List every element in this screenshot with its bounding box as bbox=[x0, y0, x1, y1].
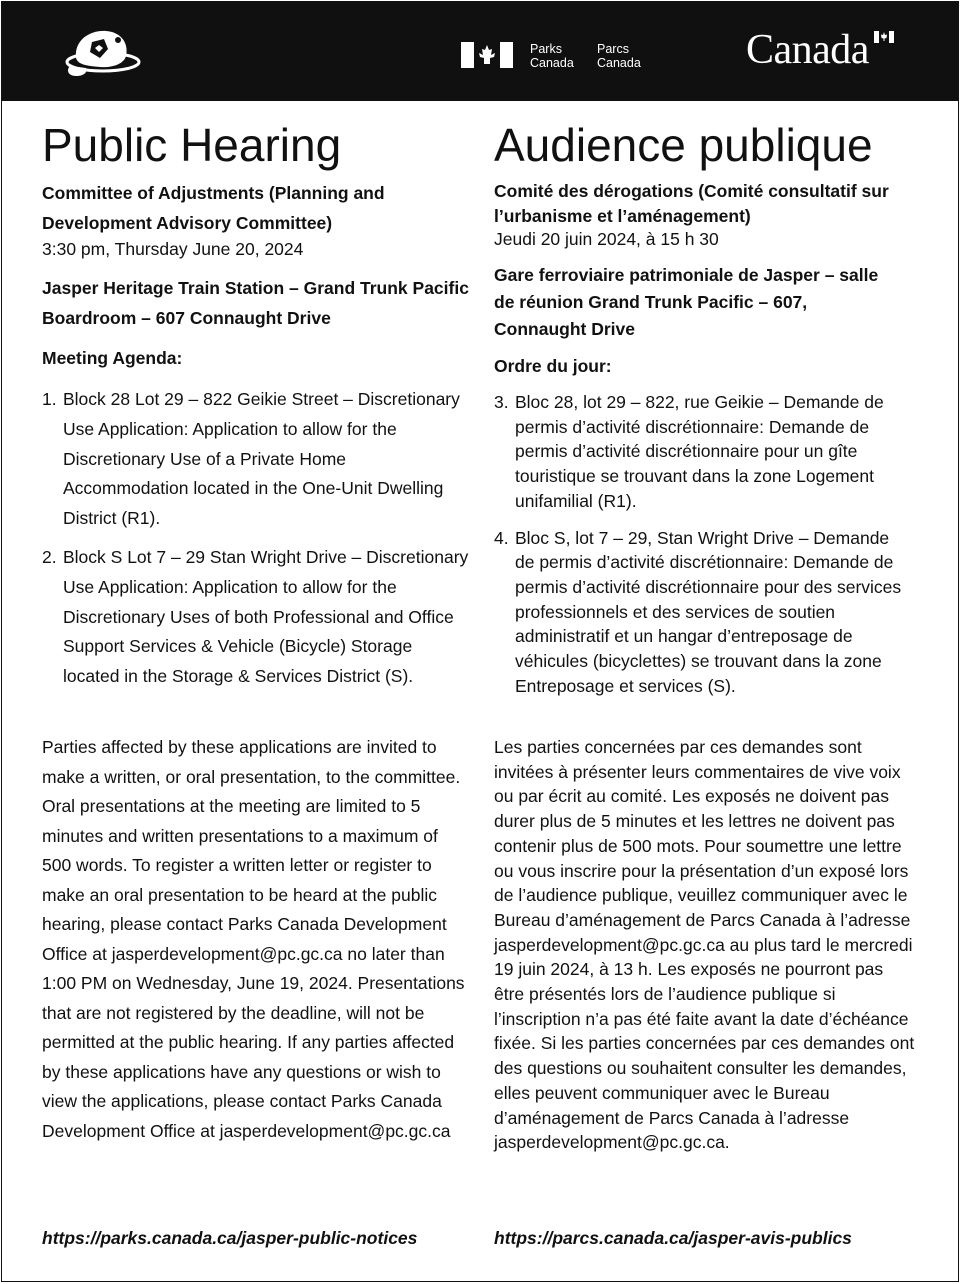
agenda-item-text: Bloc 28, lot 29 – 822, rue Geikie – Demande de permis d’activité discrétionnaire: Demande de permis d’activité discrétionnaire pour un gîte touristique se trouvant dans la zone Logement unifamilial (R1). bbox=[515, 392, 884, 511]
agenda-item bbox=[42, 543, 472, 692]
french-location: Gare ferroviaire patrimoniale de Jasper – salle de réunion Grand Trunk Pacific – 607, Connaught Drive bbox=[494, 265, 879, 339]
french-title: Audience publique bbox=[494, 119, 873, 171]
english-agenda-list bbox=[42, 385, 472, 692]
english-body-text: Parties affected by these applications are invited to make a written, or oral presentation, to the committee. Oral presentations at the meeting are limited to 5 minutes and written presentations to a maximum of 500 words. To register a written letter or register to make an oral presentation to be heard at the public hearing, please contact Parks Canada Development Office at jasperdevelopment@pc.gc.ca no later than 1:00 PM on Wednesday, June 19, 2024. Presentations that are not registered by the deadline, will not be permitted at the public hearing. If any parties affected by these applications have any questions or wish to view the applications, please contact Parks Canada Development Office at jasperdevelopment@pc.gc.ca bbox=[42, 737, 465, 1141]
agenda-item bbox=[494, 390, 920, 514]
notice-page bbox=[1, 1, 959, 1282]
parks-en-line2: Canada bbox=[530, 56, 574, 70]
english-agenda-heading: Meeting Agenda: bbox=[42, 348, 183, 368]
agenda-item-text: Block S Lot 7 – 29 Stan Wright Drive – Discretionary Use Application: Application to allow for the Discretionary Uses of both Professional and Office Support Services & Vehicle (Bicycle) Storage located in the Storage & Services District (S). bbox=[63, 546, 469, 687]
agenda-item-number: 3. bbox=[494, 392, 509, 412]
french-agenda-heading: Ordre du jour: bbox=[494, 356, 612, 376]
header-bar bbox=[2, 2, 958, 101]
french-notices-link[interactable]: https://parcs.canada.ca/jasper-avis-publics bbox=[494, 1228, 852, 1248]
agenda-item bbox=[42, 385, 472, 534]
english-notices-link[interactable]: https://parks.canada.ca/jasper-public-notices bbox=[42, 1228, 418, 1248]
french-body-text: Les parties concernées par ces demandes sont invitées à présenter leurs commentaires de vive voix ou par écrit au comité. Les exposés ne doivent pas durer plus de 5 minutes et les lettres ne doivent pas contenir plus de 500 mots. Pour soumettre une lettre ou vous inscrire pour la présentation d’un exposé lors de l’audience publique, veuillez communiquer avec le Bureau d’aménagement de Parcs Canada à l’adresse jasperdevelopment@pc.gc.ca au plus tard le mercredi 19 juin 2024, à 13 h. Les exposés ne pourront pas être présentés lors de l’audience publique si l’inscription n’a pas été faite avant la date d’échéance fixée. Si les parties concernées par ces demandes ont des questions ou souhaitent consulter les demandes, elles peuvent communiquer avec le Bureau d’aménagement de Parcs Canada à l’adresse jasperdevelopment@pc.gc.ca. bbox=[494, 737, 915, 1153]
agenda-item-text: Bloc S, lot 7 – 29, Stan Wright Drive – Demande de permis d’activité discrétionnaire: Demande de permis d’activité discrétionnaire pour des services professionnels et des services de soutien administratif et un hangar d’entreposage de véhicules (bicyclettes) se trouvant dans la zone Entreposage et services (S). bbox=[515, 527, 902, 696]
english-committee: Committee of Adjustments (Planning and Development Advisory Committee) bbox=[42, 183, 385, 233]
canada-wordmark: Canada bbox=[746, 27, 869, 73]
english-datetime: 3:30 pm, Thursday June 20, 2024 bbox=[42, 239, 304, 259]
parks-en-line1: Parks bbox=[530, 42, 562, 56]
parcs-canada-fr-label bbox=[597, 42, 641, 70]
parcs-fr-line1: Parcs bbox=[597, 42, 629, 56]
parks-canada-en-label bbox=[530, 42, 574, 70]
parcs-fr-line2: Canada bbox=[597, 56, 641, 70]
english-title: Public Hearing bbox=[42, 119, 342, 171]
parks-canada-beaver-logo-icon bbox=[62, 18, 144, 82]
french-datetime: Jeudi 20 juin 2024, à 15 h 30 bbox=[494, 229, 719, 249]
agenda-item-text: Block 28 Lot 29 – 822 Geikie Street – Discretionary Use Application: Application to allow for the Discretionary Use of a Private Home Accommodation located in the One-Unit Dwelling District (R1). bbox=[63, 389, 460, 529]
wordmark-flag-icon bbox=[874, 31, 894, 43]
agenda-item-number: 2. bbox=[42, 546, 57, 567]
agenda-item-number: 4. bbox=[494, 527, 509, 548]
agenda-item bbox=[494, 526, 910, 699]
french-agenda-list bbox=[494, 390, 920, 698]
canada-flag-icon bbox=[461, 42, 513, 68]
french-committee: Comité des dérogations (Comité consultatif sur l’urbanisme et l’aménagement) bbox=[494, 181, 889, 226]
agenda-item-number: 1. bbox=[42, 389, 57, 409]
english-location: Jasper Heritage Train Station – Grand Trunk Pacific Boardroom – 607 Connaught Drive bbox=[42, 278, 469, 328]
